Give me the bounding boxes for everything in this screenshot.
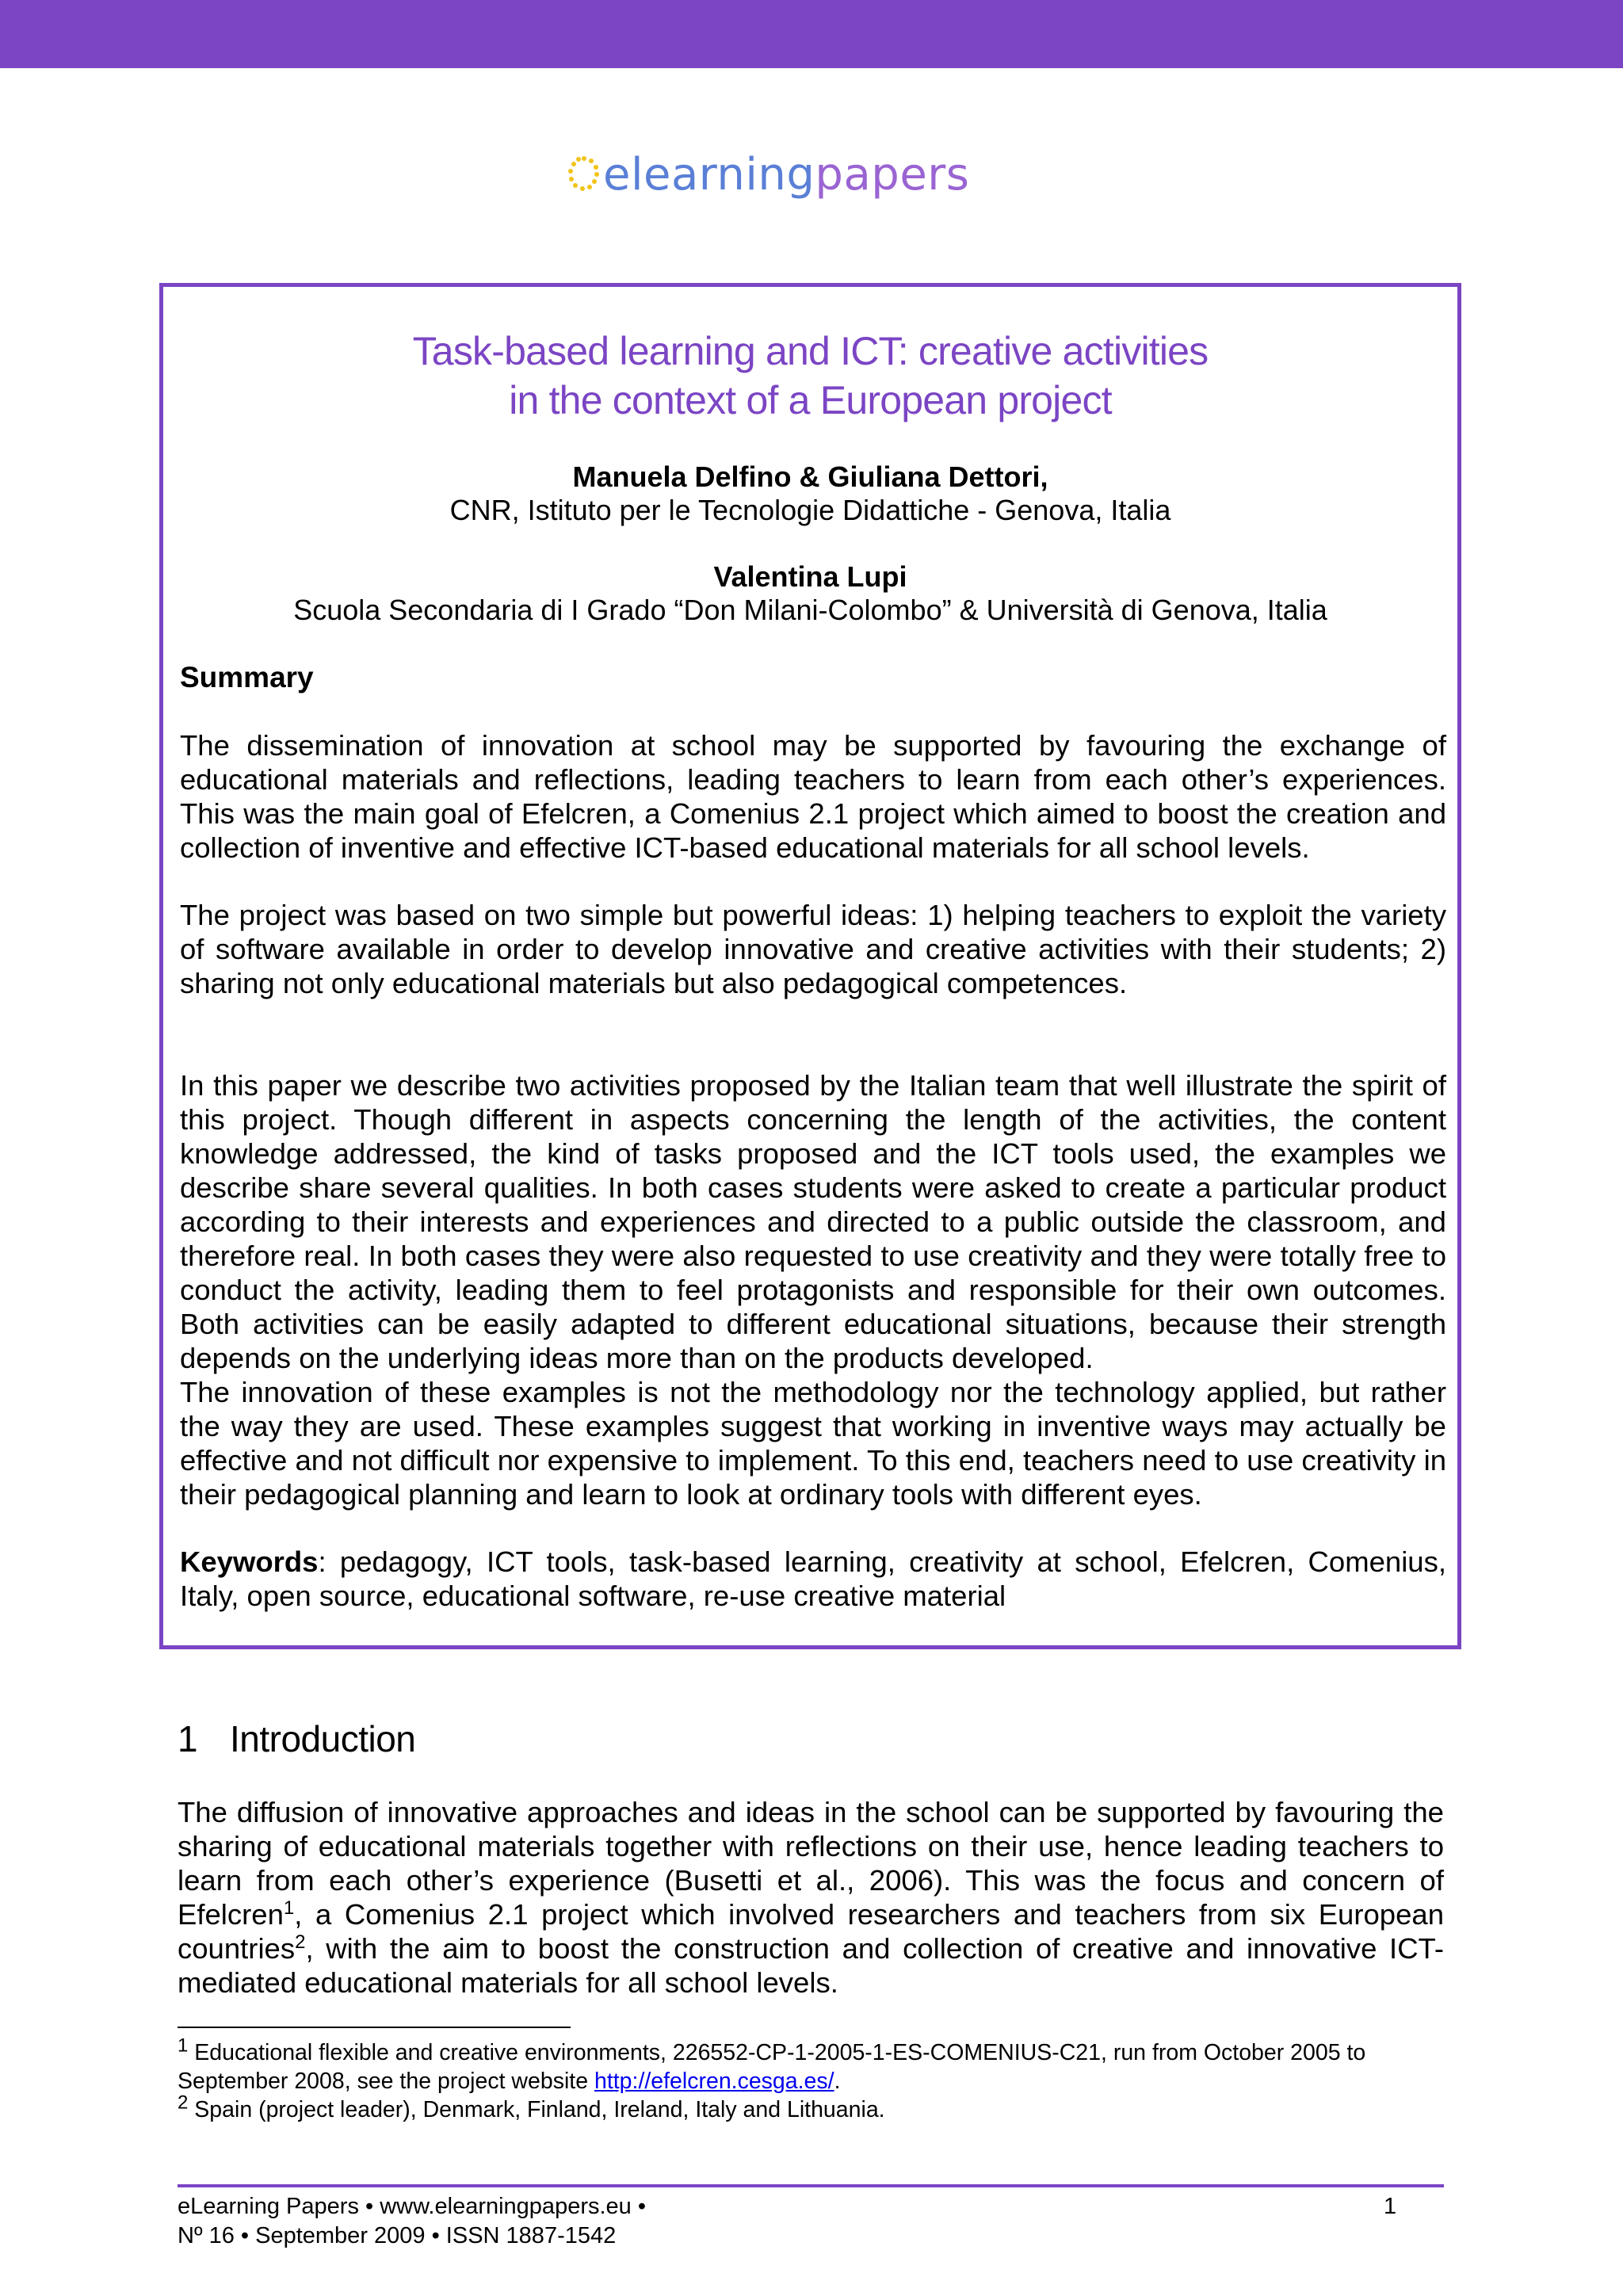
footer-journal: eLearning Papers • www.elearningpapers.eu •: [178, 2194, 647, 2219]
affiliation-secondary: Scuola Secondaria di I Grado “Don Milani-Colombo” & Università di Genova, Italia: [293, 594, 1327, 626]
footnotes: [178, 2034, 1444, 2124]
section-title: Introduction: [230, 1718, 416, 1759]
footnote-1: [178, 2034, 1444, 2095]
section-heading-introduction: [178, 1717, 415, 1760]
summary-heading: Summary: [180, 661, 314, 693]
authors-primary: Manuela Delfino & Giuliana Dettori,: [572, 460, 1048, 493]
intro-text: , with the aim to boost the construction and collection of creative and innovative ICT-mediated educational materials for all school levels.: [178, 1932, 1444, 1999]
summary-paragraph: The dissemination of innovation at school may be supported by favouring the exchange of educational materials and reflections, leading teachers to learn from each other’s experiences. This was the main goal of Efelcren, a Comenius 2.1 project which aimed to boost the creation and collection of inventive and effective ICT-based educational materials for all school levels.: [180, 729, 1446, 864]
footnote-2: [178, 2092, 1444, 2124]
page-number: 1: [1384, 2194, 1397, 2219]
footnote-ref-1[interactable]: 1: [283, 1897, 295, 1919]
footer-divider: [178, 2184, 1444, 2187]
summary-paragraph: The project was based on two simple but powerful ideas: 1) helping teachers to exploit the variety of software available in order to develop innovative and creative activities with their students; 2) sharing not only educational materials but also pedagogical competences.: [180, 899, 1446, 999]
paper-title-line2: in the context of a European project: [509, 378, 1112, 422]
footnote-mark: 1: [178, 2034, 189, 2057]
keywords-label: Keywords: [180, 1545, 319, 1578]
keywords: [180, 1545, 1446, 1613]
header-bar: [0, 0, 1623, 68]
logo-word-papers: papers: [815, 148, 970, 201]
elearningpapers-logo: [567, 147, 969, 202]
logo-word-elearning: elearning: [603, 148, 815, 201]
footnote-mark: 2: [178, 2092, 189, 2114]
footnote-text: Spain (project leader), Denmark, Finland, Ireland, Italy and Lithuania.: [188, 2097, 885, 2122]
footnote-text: .: [834, 2069, 841, 2094]
intro-text: , a Comenius 2.1 project which involved researchers and teachers from six European countries: [178, 1898, 1444, 1965]
footnote-text: Educational flexible and creative environments, 226552-CP-1-2005-1-ES-COMENIUS-C21, run from October 2005 to September 2008, see the project website: [178, 2040, 1366, 2094]
footnote-ref-2[interactable]: 2: [295, 1931, 306, 1953]
project-website-link[interactable]: http://efelcren.cesga.es/: [594, 2069, 834, 2094]
summary-paragraph: In this paper we describe two activities proposed by the Italian team that well illustrate the spirit of this project. Though different in aspects concerning the length of the activities, the content knowledge addressed, the kind of tasks proposed and the ICT tools used, the examples we describe share several qualities. In both cases students were asked to create a particular product according to their interests and experiences and directed to a public outside the classroom, and therefore real. In both cases they were also requested to use creativity and they were totally free to conduct the activity, leading them to feel protagonists and responsible for their own outcomes. Both activities can be easily adapted to different educational situations, because their strength depends on the underlying ideas more than on the products developed.: [180, 1069, 1446, 1374]
footer-issue: Nº 16 • September 2009 • ISSN 1887-1542: [178, 2223, 617, 2248]
keywords-text: : pedagogy, ICT tools, task-based learning, creativity at school, Efelcren, Comenius, Italy, open source, educational software, re-use creative material: [180, 1545, 1446, 1612]
introduction-paragraph: [178, 1795, 1444, 2000]
summary-paragraph: The innovation of these examples is not the methodology nor the technology applied, but rather the way they are used. These examples suggest that working in inventive ways may actually be effective and not difficult nor expensive to implement. To this end, teachers need to use creativity in their pedagogical planning and learn to look at ordinary tools with different eyes.: [180, 1376, 1446, 1511]
footnote-divider: [178, 2027, 571, 2028]
affiliation-primary: CNR, Istituto per le Tecnologie Didattiche - Genova, Italia: [449, 494, 1171, 526]
intro-text: The diffusion of innovative approaches and ideas in the school can be supported by favouring the sharing of educational materials together with reflections on their use, hence leading teachers to learn from each other’s experience (Busetti et al., 2006). This was the focus and concern of Efelcren: [178, 1796, 1444, 1931]
eu-stars-icon: [567, 152, 601, 197]
author-secondary: Valentina Lupi: [713, 560, 907, 593]
paper-title-line1: Task-based learning and ICT: creative activities: [412, 329, 1209, 373]
section-number: 1: [178, 1718, 198, 1759]
abstract-box: [159, 283, 1461, 1649]
